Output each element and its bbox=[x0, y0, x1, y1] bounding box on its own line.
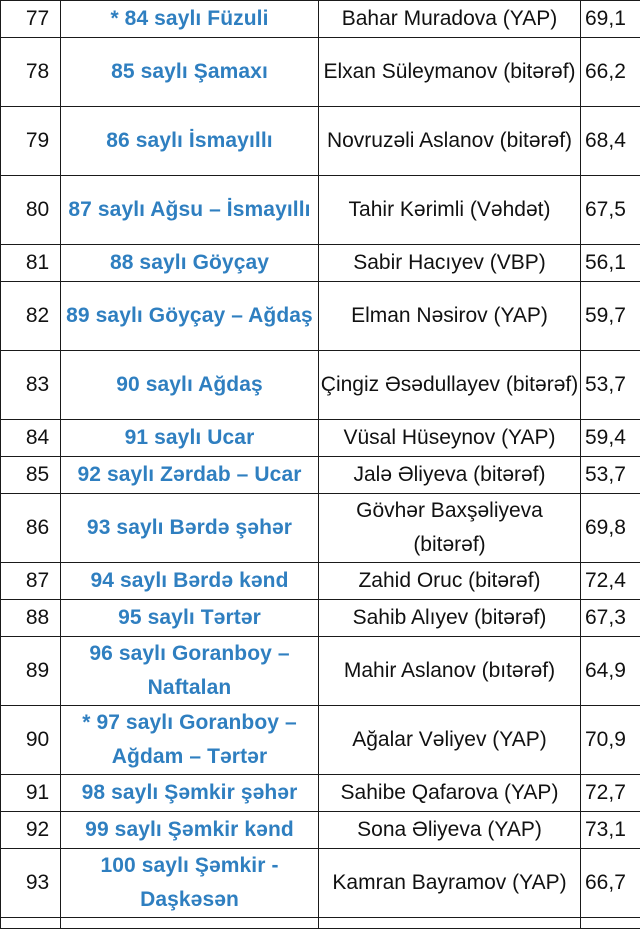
district-name: 94 saylı Bərdə kənd bbox=[61, 563, 319, 600]
vote-percent: 70,9 bbox=[581, 706, 640, 775]
table-row-partial bbox=[1, 918, 640, 929]
candidate-name: Çingiz Əsədullayev (bitərəf) bbox=[319, 351, 581, 420]
district-name: 88 saylı Göyçay bbox=[61, 245, 319, 282]
vote-percent: 59,7 bbox=[581, 282, 640, 351]
row-number: 83 bbox=[1, 351, 61, 420]
row-number: 87 bbox=[1, 563, 61, 600]
row-number: 85 bbox=[1, 457, 61, 494]
candidate-name: Jalə Əliyeva (bitərəf) bbox=[319, 457, 581, 494]
row-number: 80 bbox=[1, 176, 61, 245]
district-name: 90 saylı Ağdaş bbox=[61, 351, 319, 420]
candidate-name: Kamran Bayramov (YAP) bbox=[319, 849, 581, 918]
table-row bbox=[1, 176, 640, 245]
district-name: * 97 saylı Goranboy – Ağdam – Tərtər bbox=[61, 706, 319, 775]
vote-percent: 66,7 bbox=[581, 849, 640, 918]
district-name: 100 saylı Şəmkir - Daşkəsən bbox=[61, 849, 319, 918]
table-row bbox=[1, 563, 640, 600]
row-number: 81 bbox=[1, 245, 61, 282]
vote-percent: 53,7 bbox=[581, 457, 640, 494]
table-row bbox=[1, 600, 640, 637]
vote-percent: 56,1 bbox=[581, 245, 640, 282]
vote-percent: 72,7 bbox=[581, 775, 640, 812]
row-number: 78 bbox=[1, 38, 61, 107]
table-row bbox=[1, 812, 640, 849]
table-row bbox=[1, 107, 640, 176]
candidate-name: Elxan Süleymanov (bitərəf) bbox=[319, 38, 581, 107]
row-number: 91 bbox=[1, 775, 61, 812]
candidate-name: Sona Əliyeva (YAP) bbox=[319, 812, 581, 849]
table-row bbox=[1, 38, 640, 107]
empty-cell bbox=[581, 918, 640, 929]
candidate-name: Ağalar Vəliyev (YAP) bbox=[319, 706, 581, 775]
candidate-name: Elman Nəsirov (YAP) bbox=[319, 282, 581, 351]
candidate-name: Sahibe Qafarova (YAP) bbox=[319, 775, 581, 812]
district-name: 99 saylı Şəmkir kənd bbox=[61, 812, 319, 849]
row-number: 86 bbox=[1, 494, 61, 563]
district-name: 89 saylı Göyçay – Ağdaş bbox=[61, 282, 319, 351]
candidate-name: Sahib Alıyev (bitərəf) bbox=[319, 600, 581, 637]
empty-cell bbox=[319, 918, 581, 929]
empty-cell bbox=[1, 918, 61, 929]
table-row bbox=[1, 1, 640, 38]
district-name: 85 saylı Şamaxı bbox=[61, 38, 319, 107]
row-number: 77 bbox=[1, 1, 61, 38]
row-number: 82 bbox=[1, 282, 61, 351]
row-number: 88 bbox=[1, 600, 61, 637]
district-name: 92 saylı Zərdab – Ucar bbox=[61, 457, 319, 494]
district-name: * 84 saylı Füzuli bbox=[61, 1, 319, 38]
row-number: 90 bbox=[1, 706, 61, 775]
vote-percent: 66,2 bbox=[581, 38, 640, 107]
candidate-name: Vüsal Hüseynov (YAP) bbox=[319, 420, 581, 457]
row-number: 89 bbox=[1, 637, 61, 706]
candidate-name: Novruzəli Aslanov (bitərəf) bbox=[319, 107, 581, 176]
vote-percent: 68,4 bbox=[581, 107, 640, 176]
table-row bbox=[1, 775, 640, 812]
row-number: 84 bbox=[1, 420, 61, 457]
vote-percent: 72,4 bbox=[581, 563, 640, 600]
district-name: 87 saylı Ağsu – İsmayıllı bbox=[61, 176, 319, 245]
table-row bbox=[1, 706, 640, 775]
table-row bbox=[1, 245, 640, 282]
vote-percent: 69,1 bbox=[581, 1, 640, 38]
candidate-name: Bahar Muradova (YAP) bbox=[319, 1, 581, 38]
vote-percent: 64,9 bbox=[581, 637, 640, 706]
table-row bbox=[1, 420, 640, 457]
vote-percent: 53,7 bbox=[581, 351, 640, 420]
district-name: 93 saylı Bərdə şəhər bbox=[61, 494, 319, 563]
table-row bbox=[1, 849, 640, 918]
table-row bbox=[1, 637, 640, 706]
table-row bbox=[1, 457, 640, 494]
row-number: 92 bbox=[1, 812, 61, 849]
table-row bbox=[1, 282, 640, 351]
vote-percent: 67,5 bbox=[581, 176, 640, 245]
table-row bbox=[1, 351, 640, 420]
district-name: 98 saylı Şəmkir şəhər bbox=[61, 775, 319, 812]
candidate-name: Gövhər Baxşəliyeva (bitərəf) bbox=[319, 494, 581, 563]
candidate-name: Mahir Aslanov (bıtərəf) bbox=[319, 637, 581, 706]
candidate-name: Tahir Kərimli (Vəhdət) bbox=[319, 176, 581, 245]
district-name: 96 saylı Goranboy – Naftalan bbox=[61, 637, 319, 706]
table-row bbox=[1, 494, 640, 563]
district-name: 95 saylı Tərtər bbox=[61, 600, 319, 637]
district-name: 86 saylı İsmayıllı bbox=[61, 107, 319, 176]
vote-percent: 59,4 bbox=[581, 420, 640, 457]
row-number: 93 bbox=[1, 849, 61, 918]
vote-percent: 67,3 bbox=[581, 600, 640, 637]
row-number: 79 bbox=[1, 107, 61, 176]
empty-cell bbox=[61, 918, 319, 929]
district-name: 91 saylı Ucar bbox=[61, 420, 319, 457]
vote-percent: 73,1 bbox=[581, 812, 640, 849]
candidate-name: Zahid Oruc (bitərəf) bbox=[319, 563, 581, 600]
candidate-name: Sabir Hacıyev (VBP) bbox=[319, 245, 581, 282]
vote-percent: 69,8 bbox=[581, 494, 640, 563]
